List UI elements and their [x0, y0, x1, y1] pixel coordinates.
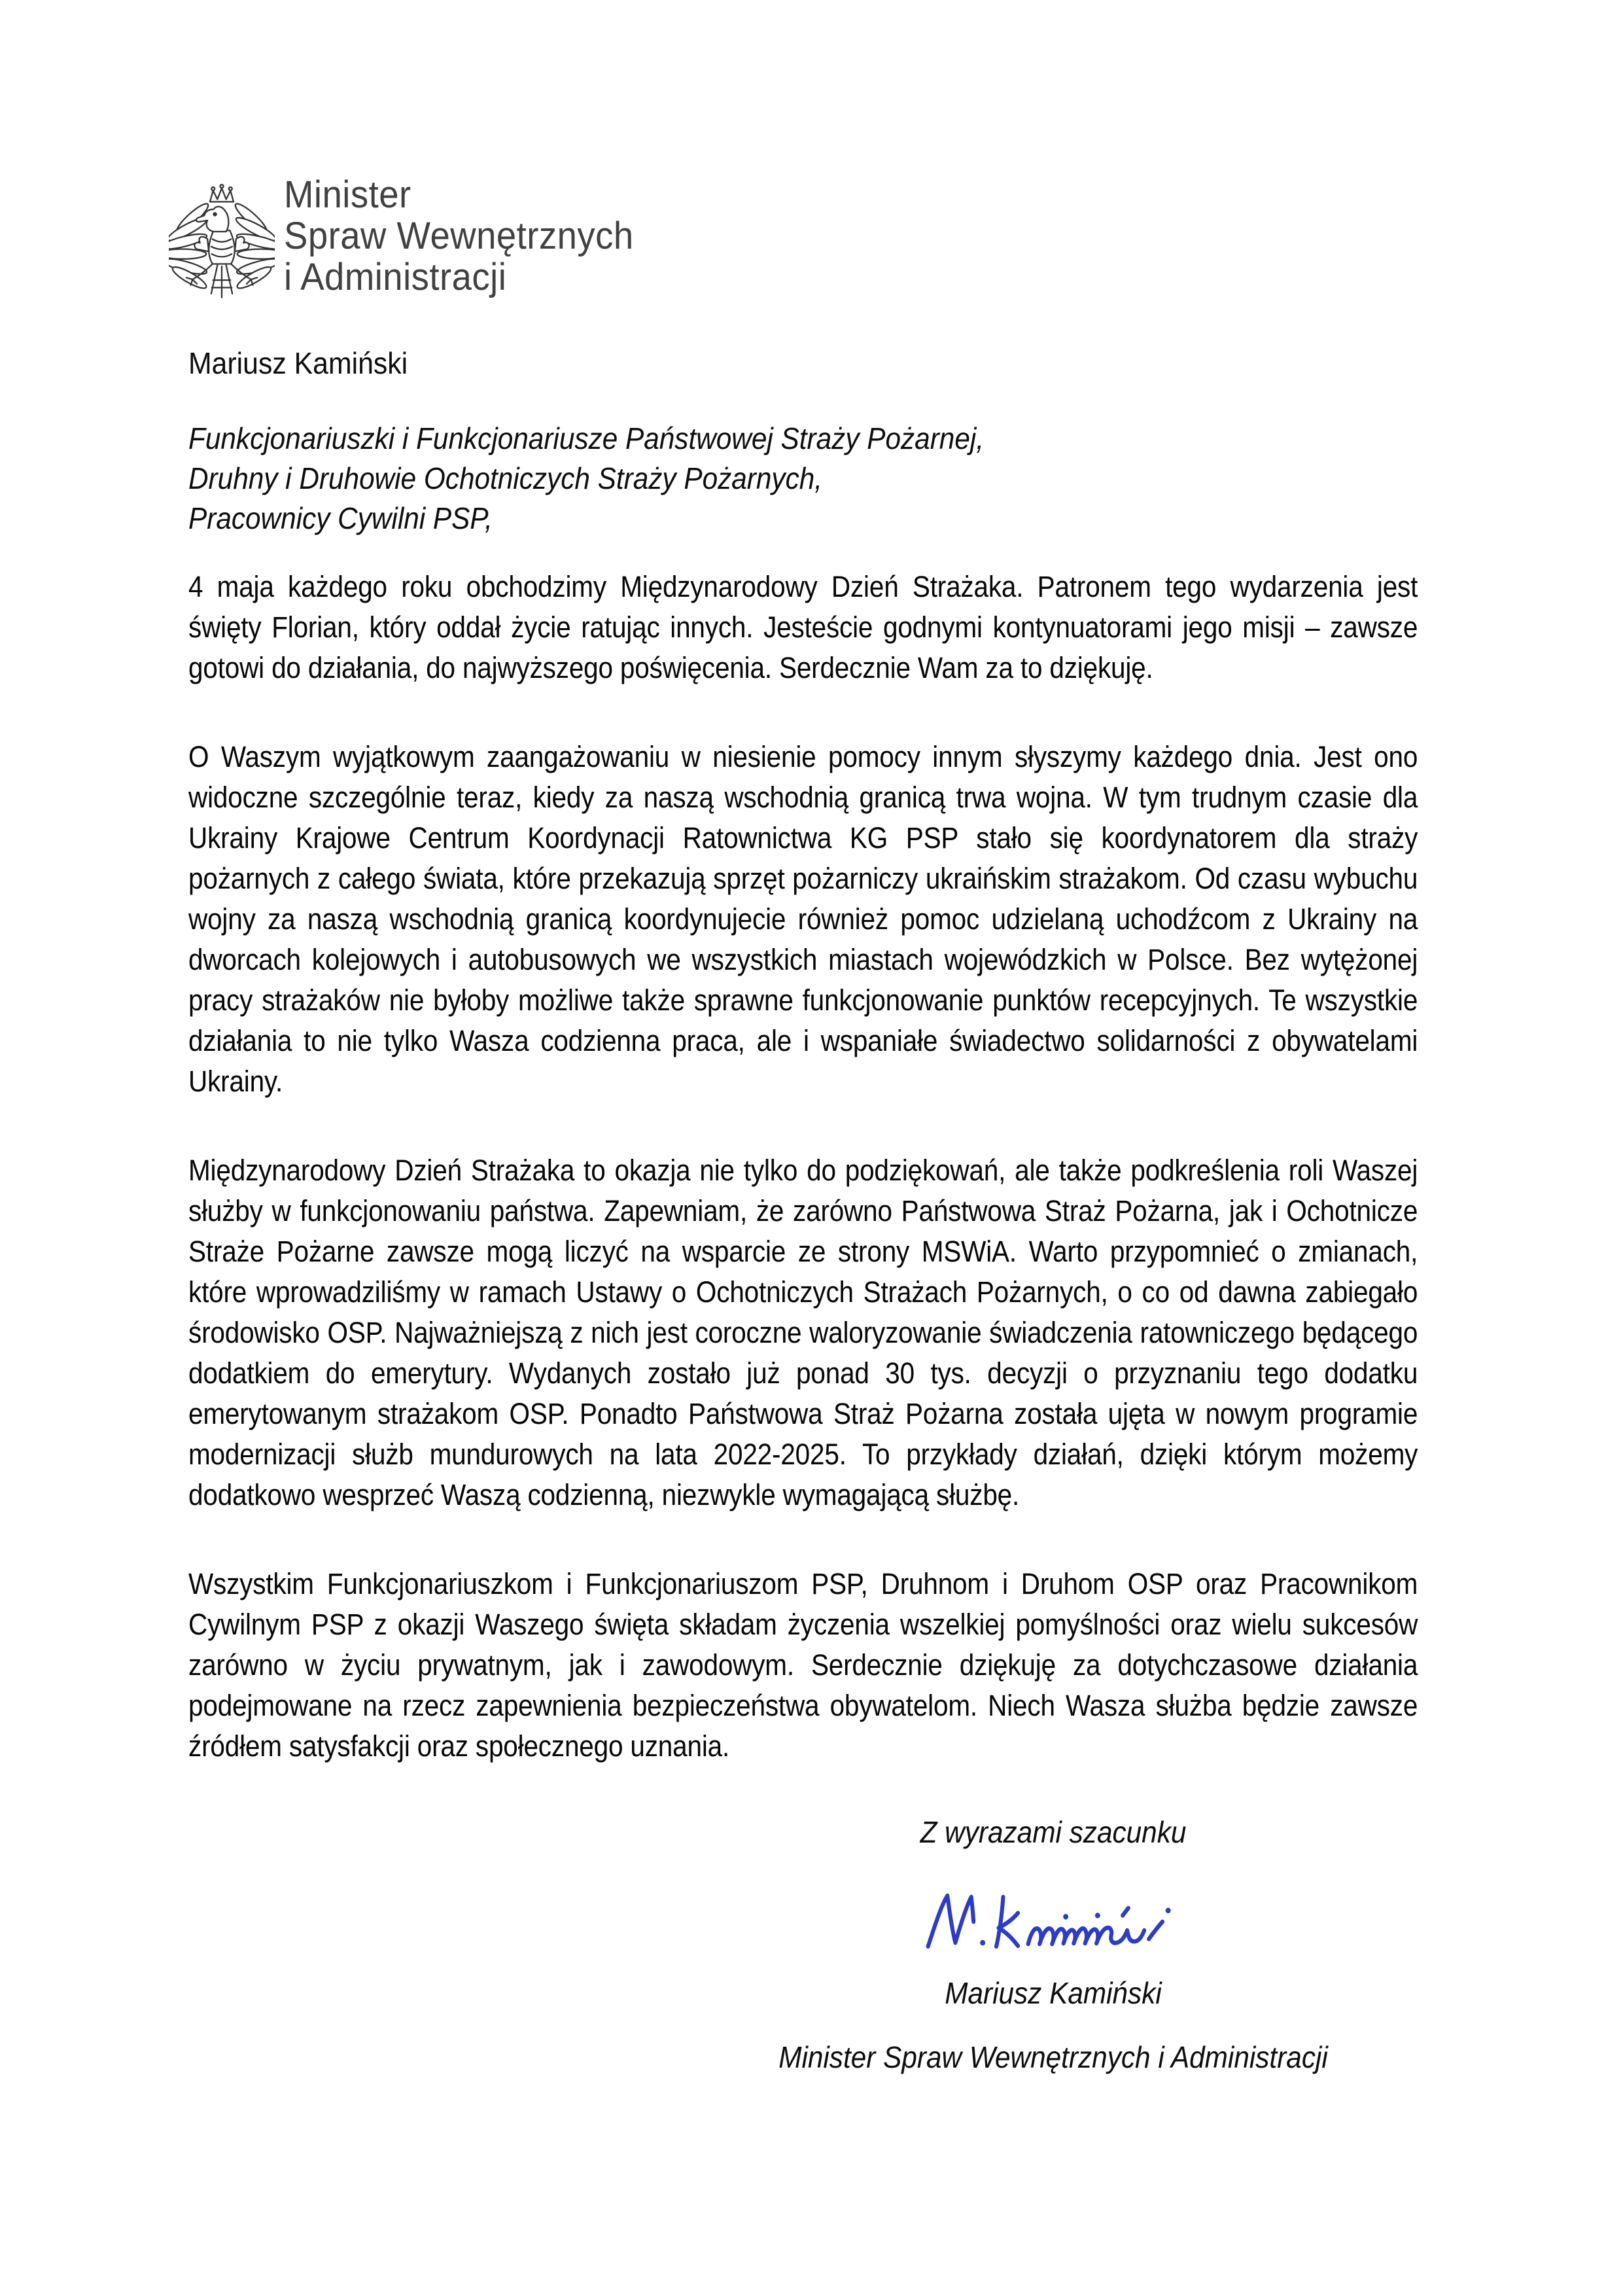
- salutation-line: Pracownicy Cywilni PSP,: [188, 501, 493, 535]
- closing-block: [642, 1812, 1465, 2077]
- ministry-name-line: Spraw Wewnętrznych: [284, 215, 634, 257]
- handwritten-signature: [642, 1887, 1465, 1956]
- ministry-name: [284, 174, 634, 298]
- letter-body: [188, 567, 1418, 1767]
- body-paragraph: O Waszym wyjątkowym zaangażowaniu w niesienie pomocy innym słyszymy każdego dnia. Jest ono widoczne szczególnie teraz, kiedy za naszą wschodnią granicą trwa wojna. W tym trudnym czasie dla Ukrainy Krajowe Centrum Koordynacji Ratownictwa KG PSP stało się koordynatorem dla straży pożarnych z całego świata, które przekazują sprzęt pożarniczy ukraińskim strażakom. Od czasu wybuchu wojny za naszą wschodnią granicą koordynujecie również pomoc udzielaną uchodźcom z Ukrainy na dworcach kolejowych i autobusowych we wszystkich miastach wojewódzkich w Polsce. Bez wytężonej pracy strażaków nie byłoby możliwe także sprawne funkcjonowanie punktów recepcyjnych. Te wszystkie działania to nie tylko Wasza codzienna praca, ale i wspaniałe świadectwo solidarności z obywatelami Ukrainy.: [188, 740, 1418, 1098]
- author-name: Mariusz Kamiński: [188, 346, 408, 380]
- body-paragraph: Wszystkim Funkcjonariuszkom i Funkcjonariuszom PSP, Druhnom i Druhom OSP oraz Pracownikom Cywilnym PSP z okazji Waszego święta składam życzenia wszelkiej pomyślności oraz wielu sukcesów zarówno w życiu prywatnym, jak i zawodowym. Serdecznie dziękuję za dotychczasowe działania podejmowane na rzecz zapewnienia bezpieczeństwa obywatelom. Niech Wasza służba będzie zawsze źródłem satysfakcji oraz społecznego uznania.: [188, 1567, 1418, 1763]
- salutation: [188, 419, 984, 539]
- salutation-line: Funkcjonariuszki i Funkcjonariusze Państwowej Straży Pożarnej,: [188, 421, 985, 455]
- signer-name: Mariusz Kamiński: [945, 1976, 1162, 2010]
- salutation-line: Druhny i Druhowie Ochotniczych Straży Pożarnych,: [188, 461, 823, 495]
- coat-of-arms-icon: [169, 182, 275, 306]
- signer-title: Minister Spraw Wewnętrznych i Administracji: [778, 2040, 1328, 2074]
- valediction: Z wyrazami szacunku: [920, 1815, 1187, 1849]
- ministry-name-line: i Administracji: [284, 256, 507, 298]
- body-paragraph: 4 maja każdego roku obchodzimy Międzynarodowy Dzień Strażaka. Patronem tego wydarzenia jest święty Florian, który oddał życie ratując innych. Jesteście godnymi kontynuatorami jego misji – zawsze gotowi do działania, do najwyższego poświęcenia. Serdecznie Wam za to dziękuję.: [188, 570, 1418, 684]
- ministry-name-line: Minister: [284, 173, 411, 216]
- body-paragraph: Międzynarodowy Dzień Strażaka to okazja nie tylko do podziękowań, ale także podkreślenia roli Waszej służby w funkcjonowaniu państwa. Zapewniam, że zarówno Państwowa Straż Pożarna, jak i Ochotnicze Straże Pożarne zawsze mogą liczyć na wsparcie ze strony MSWiA. Warto przypomnieć o zmianach, które wprowadziliśmy w ramach Ustawy o Ochotniczych Strażach Pożarnych, o co od dawna zabiegało środowisko OSP. Najważniejszą z nich jest coroczne waloryzowanie świadczenia ratowniczego będącego dodatkiem do emerytury. Wydanych zostało już ponad 30 tys. decyzji o przyznaniu tego dodatku emerytowanym strażakom OSP. Ponadto Państwowa Straż Pożarna została ujęta w nowym programie modernizacji służb mundurowych na lata 2022-2025. To przykłady działań, dzięki którym możemy dodatkowo wesprzeć Waszą codzienną, niezwykle wymagającą służbę.: [188, 1154, 1418, 1511]
